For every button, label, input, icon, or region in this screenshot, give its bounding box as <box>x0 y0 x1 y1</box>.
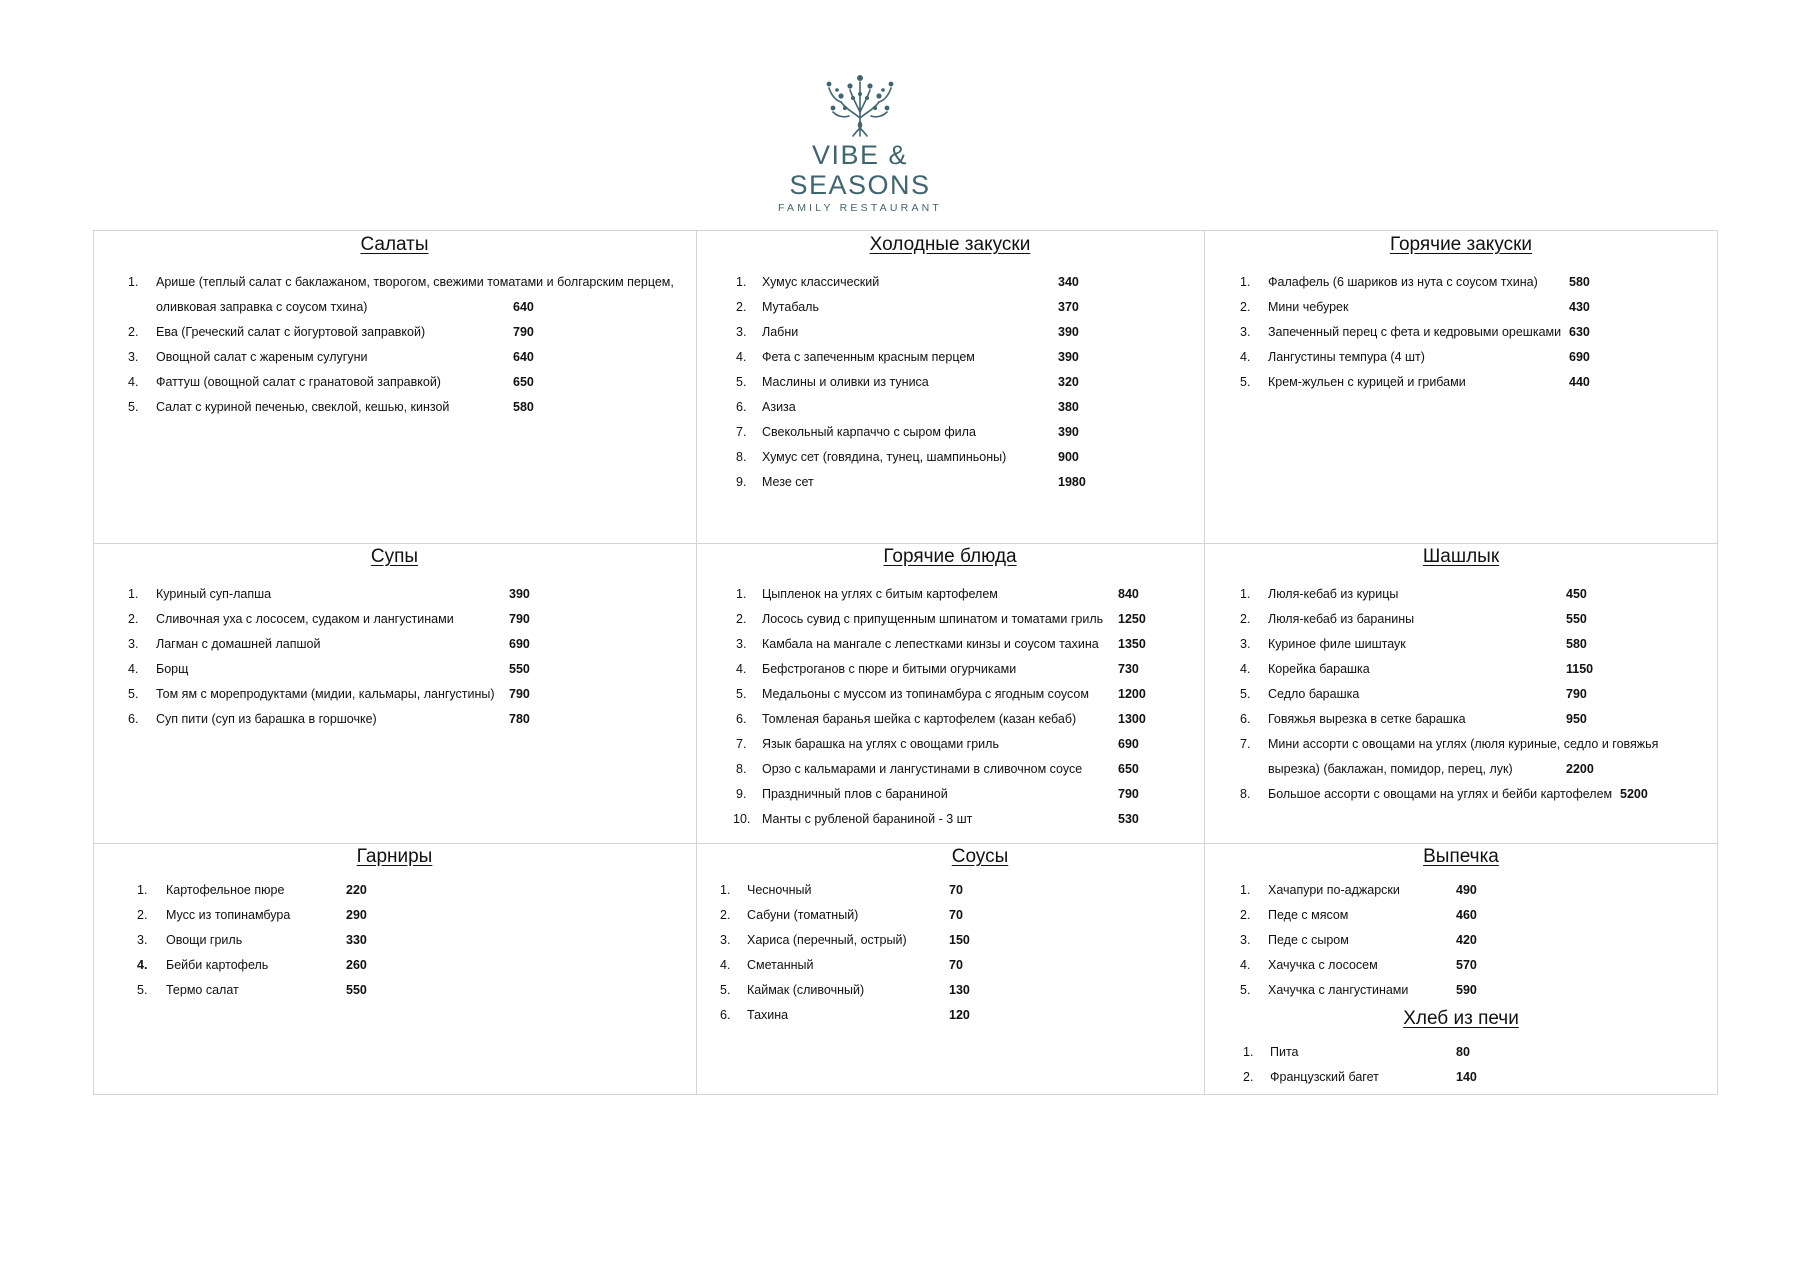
item-name: Сабуни (томатный) <box>747 908 859 922</box>
menu-item: 2. Сабуни (томатный) 70 <box>696 903 1204 928</box>
menu-item: 4. Борщ 550 <box>93 657 696 682</box>
section-title: Горячие блюда <box>883 546 1017 567</box>
menu-item: 7. Свекольный карпаччо с сыром фила 390 <box>696 420 1204 445</box>
item-price: 640 <box>513 350 534 364</box>
item-price: 840 <box>1118 587 1139 601</box>
menu-item: 3. Запеченный перец с фета и кедровыми орешками 630 <box>1204 320 1718 345</box>
item-price: 390 <box>1058 325 1079 339</box>
item-price: 430 <box>1569 300 1590 314</box>
item-name: Фаттуш (овощной салат с гранатовой заправкой) <box>156 375 441 389</box>
menu-item: 8. Большое ассорти с овощами на углях и бейби картофелем 5200 <box>1204 782 1718 807</box>
section-title: Соусы <box>951 846 1009 867</box>
item-name: Сливочная уха с лососем, судаком и лангустинами <box>156 612 454 626</box>
item-name: Манты с рубленой бараниной - 3 шт <box>762 812 973 826</box>
item-name: Овощи гриль <box>166 933 243 947</box>
item-price: 650 <box>513 375 534 389</box>
item-price: 640 <box>513 300 534 314</box>
menu-item: 3. Куриное филе шиштаук 580 <box>1204 632 1718 657</box>
item-name: Педе с сыром <box>1268 933 1349 947</box>
menu-item: 1. Куриный суп-лапша 390 <box>93 582 696 607</box>
item-name: Овощной салат с жареным сулугуни <box>156 350 368 364</box>
item-name: Бейби картофель <box>166 958 269 972</box>
menu-item: 4. Лангустины темпура (4 шт) 690 <box>1204 345 1718 370</box>
item-name: Борщ <box>156 662 189 676</box>
item-price: 590 <box>1456 983 1477 997</box>
item-name: Маслины и оливки из туниса <box>762 375 929 389</box>
menu-item: 4. Фаттуш (овощной салат с гранатовой заправкой) 650 <box>93 370 696 395</box>
item-price: 370 <box>1058 300 1079 314</box>
item-price: 70 <box>949 958 963 972</box>
menu-item: 3. Овощной салат с жареным сулугуни 640 <box>93 345 696 370</box>
item-price: 580 <box>1566 637 1587 651</box>
menu-item: 5. Медальоны с муссом из топинамбура с ягодным соусом 1200 <box>696 682 1204 707</box>
item-price: 460 <box>1456 908 1477 922</box>
menu-item: 5. Хачучка с лангустинами 590 <box>1204 978 1718 1003</box>
section-title: Салаты <box>360 234 429 255</box>
menu-item: 1. Чесночный 70 <box>696 878 1204 903</box>
menu-item: 7. Мини ассорти с овощами на углях (люля куриные, седло и говяжья вырезка) (баклажан, помидор, перец, лук) 2200 <box>1204 732 1718 782</box>
menu-item: 7. Язык барашка на углях с овощами гриль 690 <box>696 732 1204 757</box>
menu-item: 3. Овощи гриль 330 <box>93 928 696 953</box>
item-name: Цыпленок на углях с битым картофелем <box>762 587 998 601</box>
item-price: 550 <box>346 983 367 997</box>
item-name: Чесночный <box>747 883 812 897</box>
item-price: 330 <box>346 933 367 947</box>
item-name: Хачапури по-аджарски <box>1268 883 1400 897</box>
menu-item: 3. Хариса (перечный, острый) 150 <box>696 928 1204 953</box>
item-name: Ева (Греческий салат с йогуртовой заправкой) <box>156 325 426 339</box>
menu-item: 3. Лагман с домашней лапшой 690 <box>93 632 696 657</box>
item-name: Бефстроганов с пюре и битыми огурчиками <box>762 662 1017 676</box>
item-name: Лосось сувид с припущенным шпинатом и томатами гриль <box>762 612 1104 626</box>
item-price: 1150 <box>1566 662 1594 676</box>
menu-item: 2. Ева (Греческий салат с йогуртовой заправкой) 790 <box>93 320 696 345</box>
item-price: 80 <box>1456 1045 1470 1059</box>
menu-item: 1. Фалафель (6 шариков из нута с соусом тхина) 580 <box>1204 270 1718 295</box>
section-title: Горячие закуски <box>1389 234 1533 255</box>
menu-item: 1. Картофельное пюре 220 <box>93 878 696 903</box>
item-name: Запеченный перец с фета и кедровыми орешками <box>1268 325 1562 339</box>
item-name: Фалафель (6 шариков из нута с соусом тхина) <box>1268 275 1538 289</box>
menu-item: 9. Праздничный плов с бараниной 790 <box>696 782 1204 807</box>
section-title: Супы <box>370 546 419 567</box>
item-price: 580 <box>1569 275 1590 289</box>
item-price: 690 <box>1118 737 1139 751</box>
menu-item: 4. Бейби картофель 260 <box>93 953 696 978</box>
item-price: 450 <box>1566 587 1587 601</box>
item-price: 790 <box>1566 687 1587 701</box>
menu-item: 5. Каймак (сливочный) 130 <box>696 978 1204 1003</box>
menu-item: 3. Лабни 390 <box>696 320 1204 345</box>
item-price: 790 <box>509 687 530 701</box>
menu-item: 9. Мезе сет 1980 <box>696 470 1204 495</box>
menu-item: 6. Азиза 380 <box>696 395 1204 420</box>
item-name: Картофельное пюре <box>166 883 285 897</box>
brand-subtitle: FAMILY RESTAURANT <box>777 202 943 214</box>
item-name: Праздничный плов с бараниной <box>762 787 948 801</box>
item-name: Люля-кебаб из баранины <box>1268 612 1415 626</box>
item-price: 220 <box>346 883 367 897</box>
item-price: 290 <box>346 908 367 922</box>
item-price: 390 <box>1058 350 1079 364</box>
menu-item: 6. Тахина 120 <box>696 1003 1204 1028</box>
item-price: 950 <box>1566 712 1587 726</box>
item-name: Каймак (сливочный) <box>747 983 865 997</box>
item-price: 490 <box>1456 883 1477 897</box>
item-price: 260 <box>346 958 367 972</box>
item-price: 690 <box>1569 350 1590 364</box>
menu-item: 5. Маслины и оливки из туниса 320 <box>696 370 1204 395</box>
item-price: 790 <box>513 325 534 339</box>
menu-item: 6. Томленая баранья шейка с картофелем (казан кебаб) 1300 <box>696 707 1204 732</box>
item-price: 70 <box>949 908 963 922</box>
section-title: Гарниры <box>356 846 433 867</box>
menu-item: 2. Люля-кебаб из баранины 550 <box>1204 607 1718 632</box>
item-name: Лабни <box>762 325 799 339</box>
item-price: 550 <box>509 662 530 676</box>
menu-item: 6. Суп пити (суп из барашка в горшочке) 780 <box>93 707 696 732</box>
item-price: 790 <box>1118 787 1139 801</box>
section-title: Выпечка <box>1423 846 1499 867</box>
item-name-continued: вырезка) (баклажан, помидор, перец, лук) <box>1268 762 1513 776</box>
item-price: 1980 <box>1058 475 1086 489</box>
tree-icon <box>823 72 897 138</box>
item-name: Люля-кебаб из курицы <box>1268 587 1399 601</box>
item-name: Камбала на мангале с лепестками кинзы и соусом тахина <box>762 637 1099 651</box>
menu-item: 1. Пита 80 <box>1204 1040 1718 1065</box>
item-price: 690 <box>509 637 530 651</box>
item-name: Томленая баранья шейка с картофелем (казан кебаб) <box>762 712 1077 726</box>
item-name: Куриное филе шиштаук <box>1268 637 1406 651</box>
item-name: Язык барашка на углях с овощами гриль <box>762 737 999 751</box>
menu-item: 1. Хумус классический 340 <box>696 270 1204 295</box>
item-name: Салат с куриной печенью, свеклой, кешью, кинзой <box>156 400 450 414</box>
menu-item: 5. Крем-жульен с курицей и грибами 440 <box>1204 370 1718 395</box>
item-name: Мини ассорти с овощами на углях (люля куриные, седло и говяжья <box>1268 737 1659 751</box>
menu-item: 8. Хумус сет (говядина, тунец, шампиньоны) 900 <box>696 445 1204 470</box>
menu-item: 2. Французский багет 140 <box>1204 1065 1718 1090</box>
item-name: Тахина <box>747 1008 789 1022</box>
menu-item: 1. Арише (теплый салат с баклажаном, творогом, свежими томатами и болгарским перцем, оливковая заправка с соусом тхина) 640 <box>93 270 696 320</box>
item-price: 70 <box>949 883 963 897</box>
item-price: 150 <box>949 933 970 947</box>
menu-item: 5. Том ям с морепродуктами (мидии, кальмары, лангустины) 790 <box>93 682 696 707</box>
item-name: Медальоны с муссом из топинамбура с ягодным соусом <box>762 687 1089 701</box>
item-price: 790 <box>509 612 530 626</box>
menu-item: 3. Камбала на мангале с лепестками кинзы и соусом тахина 1350 <box>696 632 1204 657</box>
item-name: Мезе сет <box>762 475 814 489</box>
item-price: 1200 <box>1118 687 1146 701</box>
item-name: Лагман с домашней лапшой <box>156 637 321 651</box>
restaurant-logo <box>740 72 980 214</box>
menu-item: 6. Говяжья вырезка в сетке барашка 950 <box>1204 707 1718 732</box>
item-name: Термо салат <box>166 983 239 997</box>
item-price: 650 <box>1118 762 1139 776</box>
item-name: Лангустины темпура (4 шт) <box>1268 350 1425 364</box>
item-price: 780 <box>509 712 530 726</box>
item-name: Мини чебурек <box>1268 300 1349 314</box>
section-title: Шашлык <box>1422 546 1500 567</box>
item-name: Большое ассорти с овощами на углях и бейби картофелем <box>1268 787 1613 801</box>
item-price: 1250 <box>1118 612 1146 626</box>
menu-item: 2. Педе с мясом 460 <box>1204 903 1718 928</box>
menu-item: 1. Цыпленок на углях с битым картофелем 840 <box>696 582 1204 607</box>
item-price: 730 <box>1118 662 1139 676</box>
item-price: 390 <box>509 587 530 601</box>
menu-item: 2. Лосось сувид с припущенным шпинатом и томатами гриль 1250 <box>696 607 1204 632</box>
item-name: Арише (теплый салат с баклажаном, творогом, свежими томатами и болгарским перцем, <box>156 275 674 289</box>
item-name: Хачучка с лососем <box>1268 958 1378 972</box>
item-name: Педе с мясом <box>1268 908 1349 922</box>
item-name: Пита <box>1270 1045 1299 1059</box>
item-price: 530 <box>1118 812 1139 826</box>
item-price: 340 <box>1058 275 1079 289</box>
menu-item: 4. Сметанный 70 <box>696 953 1204 978</box>
menu-item: 5. Салат с куриной печенью, свеклой, кешью, кинзой 580 <box>93 395 696 420</box>
menu-item: 2. Мутабаль 370 <box>696 295 1204 320</box>
menu-item: 5. Термо салат 550 <box>93 978 696 1003</box>
item-name: Куриный суп-лапша <box>156 587 272 601</box>
item-name: Фета с запеченным красным перцем <box>762 350 975 364</box>
item-name: Седло барашка <box>1268 687 1360 701</box>
brand-name: VIBE & SEASONS <box>789 140 931 200</box>
menu-item: 2. Мусс из топинамбура 290 <box>93 903 696 928</box>
item-price: 570 <box>1456 958 1477 972</box>
item-name: Хумус сет (говядина, тунец, шампиньоны) <box>762 450 1007 464</box>
menu-item: 10. Манты с рубленой бараниной - 3 шт 530 <box>696 807 1204 832</box>
item-price: 380 <box>1058 400 1079 414</box>
item-price: 390 <box>1058 425 1079 439</box>
item-name: Крем-жульен с курицей и грибами <box>1268 375 1466 389</box>
item-name: Сметанный <box>747 958 814 972</box>
section-title: Хлеб из печи <box>1403 1008 1519 1029</box>
item-price: 440 <box>1569 375 1590 389</box>
menu-item: 5. Седло барашка 790 <box>1204 682 1718 707</box>
menu-item: 1. Хачапури по-аджарски 490 <box>1204 878 1718 903</box>
item-price: 320 <box>1058 375 1079 389</box>
item-price: 1350 <box>1118 637 1146 651</box>
item-name: Корейка барашка <box>1268 662 1370 676</box>
menu-item: 3. Педе с сыром 420 <box>1204 928 1718 953</box>
item-name: Суп пити (суп из барашка в горшочке) <box>156 712 377 726</box>
item-price: 420 <box>1456 933 1477 947</box>
item-name: Французский багет <box>1270 1070 1379 1084</box>
item-price: 120 <box>949 1008 970 1022</box>
item-price: 140 <box>1456 1070 1477 1084</box>
menu-item: 4. Хачучка с лососем 570 <box>1204 953 1718 978</box>
section-title: Холодные закуски <box>869 234 1031 255</box>
menu-item: 4. Корейка барашка 1150 <box>1204 657 1718 682</box>
item-name: Свекольный карпаччо с сыром фила <box>762 425 976 439</box>
item-name: Мусс из топинамбура <box>166 908 291 922</box>
item-price: 550 <box>1566 612 1587 626</box>
menu-item: 1. Люля-кебаб из курицы 450 <box>1204 582 1718 607</box>
menu-item: 2. Мини чебурек 430 <box>1204 295 1718 320</box>
menu-item: 2. Сливочная уха с лососем, судаком и лангустинами 790 <box>93 607 696 632</box>
item-price: 580 <box>513 400 534 414</box>
menu-item: 8. Орзо с кальмарами и лангустинами в сливочном соусе 650 <box>696 757 1204 782</box>
item-name: Том ям с морепродуктами (мидии, кальмары, лангустины) <box>156 687 495 701</box>
item-name: Хариса (перечный, острый) <box>747 933 907 947</box>
item-price: 5200 <box>1620 787 1648 801</box>
menu-item: 4. Фета с запеченным красным перцем 390 <box>696 345 1204 370</box>
item-name-continued: оливковая заправка с соусом тхина) <box>156 300 368 314</box>
item-price: 2200 <box>1566 762 1594 776</box>
item-price: 630 <box>1569 325 1590 339</box>
item-name: Орзо с кальмарами и лангустинами в сливочном соусе <box>762 762 1083 776</box>
item-price: 130 <box>949 983 970 997</box>
item-price: 900 <box>1058 450 1079 464</box>
item-name: Говяжья вырезка в сетке барашка <box>1268 712 1466 726</box>
item-name: Азиза <box>762 400 796 414</box>
item-name: Хачучка с лангустинами <box>1268 983 1409 997</box>
item-price: 1300 <box>1118 712 1146 726</box>
item-name: Мутабаль <box>762 300 819 314</box>
menu-item: 4. Бефстроганов с пюре и битыми огурчиками 730 <box>696 657 1204 682</box>
item-name: Хумус классический <box>762 275 880 289</box>
